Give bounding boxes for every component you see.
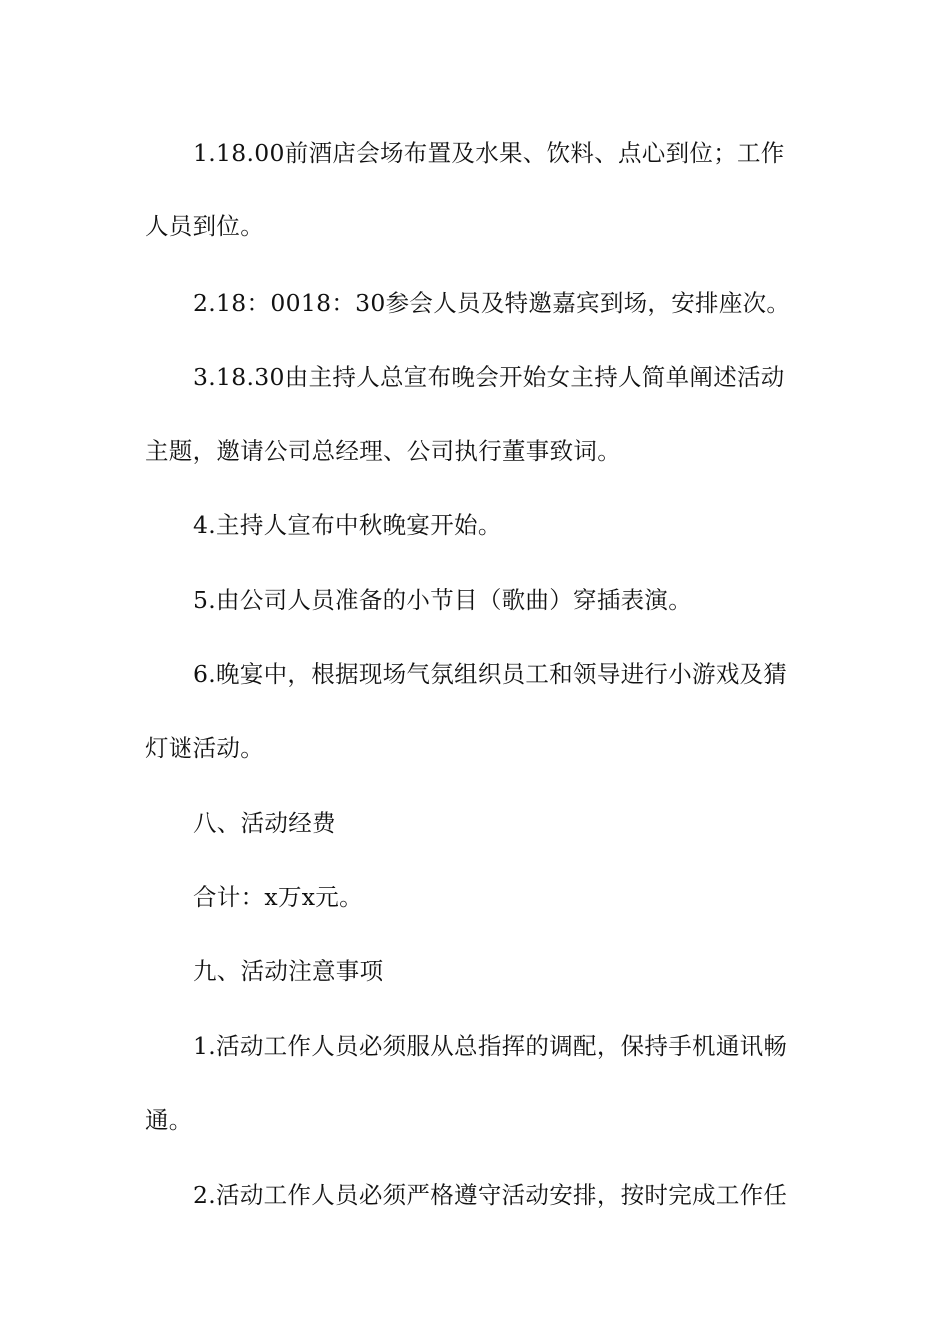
- paragraph-line: 人员到位。: [145, 212, 264, 240]
- paragraph-line: 6.晚宴中，根据现场气氛组织员工和领导进行小游戏及猜: [193, 660, 788, 688]
- paragraph-line: 2.活动工作人员必须严格遵守活动安排，按时完成工作任: [193, 1181, 788, 1209]
- paragraph-line: 合计：x万x元。: [193, 883, 363, 911]
- paragraph-line: 主题，邀请公司总经理、公司执行董事致词。: [145, 437, 621, 465]
- paragraph-line: 2.18：0018：30参会人员及特邀嘉宾到场，安排座次。: [193, 289, 791, 317]
- paragraph-line: 通。: [145, 1106, 193, 1134]
- paragraph-line: 1.18.00前酒店会场布置及水果、饮料、点心到位；工作: [193, 139, 785, 167]
- section-heading: 九、活动注意事项: [193, 957, 384, 985]
- section-heading: 八、活动经费: [193, 809, 336, 837]
- paragraph-line: 4.主持人宣布中秋晚宴开始。: [193, 511, 502, 539]
- paragraph-line: 3.18.30由主持人总宣布晚会开始女主持人简单阐述活动: [193, 363, 785, 391]
- paragraph-line: 灯谜活动。: [145, 734, 264, 762]
- paragraph-line: 1.活动工作人员必须服从总指挥的调配，保持手机通讯畅: [193, 1032, 788, 1060]
- paragraph-line: 5.由公司人员准备的小节目（歌曲）穿插表演。: [193, 586, 693, 614]
